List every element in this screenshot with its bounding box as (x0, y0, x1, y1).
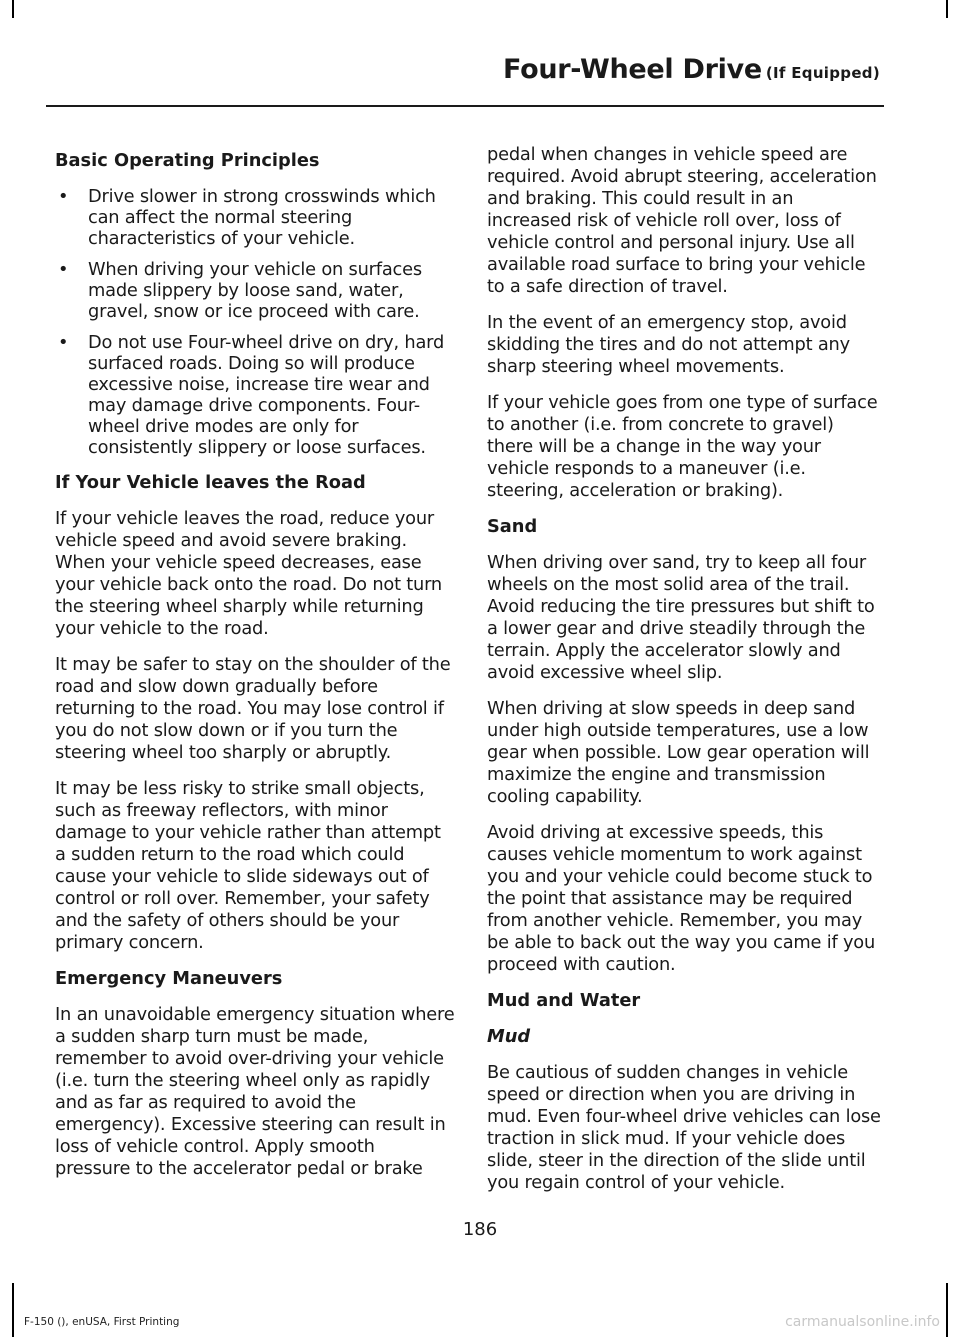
bullet-icon: • (58, 332, 69, 353)
footer-text: F-150 (), enUSA, First Printing (24, 1316, 180, 1328)
paragraph: In an unavoidable emergency situation where a sudden sharp turn must be made, remember to avoid over-driving your vehicle (i.e. turn the steering wheel only as rapidly and as far as required to avoid the emergency). Excessive steering can result in loss of vehicle control. Apply smooth pressure to the accelerator pedal or brake (55, 1004, 455, 1179)
paragraph: In the event of an emergency stop, avoid skidding the tires and do not attempt any sharp steering wheel movements. (487, 312, 850, 377)
paragraph: Avoid driving at excessive speeds, this causes vehicle momentum to work against you and your vehicle could become stuck to the point that assistance may be required from another vehicle. Remember, you may be able to back out the way you came if you proceed with caution. (487, 822, 876, 975)
heading-basic-operating-principles: Basic Operating Principles (55, 150, 320, 171)
right-column (487, 144, 882, 1208)
paragraph: pedal when changes in vehicle speed are required. Avoid abrupt steering, acceleration and braking. This could result in an increased risk of vehicle roll over, loss of vehicle control and personal injury. Use all available road surface to bring your vehicle to a safe direction of travel. (487, 144, 877, 297)
paragraph: It may be less risky to strike small objects, such as freeway reflectors, with minor damage to your vehicle rather than attempt a sudden return to the road which could cause your vehicle to slide sideways out of control or roll over. Remember, your safety and the safety of others should be your primary concern. (55, 778, 441, 953)
list-item: • Do not use Four-wheel drive on dry, hard surfaced roads. Doing so will produce excessive noise, increase tire wear and may damage drive components. Four-wheel drive modes are only for consistently slippery or loose surfaces. (58, 332, 445, 458)
left-column (55, 144, 455, 1194)
paragraph: When driving over sand, try to keep all four wheels on the most solid area of the trail. Avoid reducing the tire pressures but shift to a lower gear and drive steadily through the terrain. Apply the accelerator slowly and avoid excessive wheel slip. (487, 552, 875, 683)
page-number: 186 (462, 1219, 498, 1240)
header-rule (46, 105, 884, 107)
heading-sand: Sand (487, 516, 538, 537)
heading-emergency-maneuvers: Emergency Maneuvers (55, 968, 283, 989)
subheading-mud: Mud (487, 1026, 531, 1047)
crop-mark-bottom-left (12, 1283, 14, 1337)
list-item: • When driving your vehicle on surfaces made slippery by loose sand, water, gravel, snow or ice proceed with care. (58, 259, 422, 322)
paragraph: It may be safer to stay on the shoulder of the road and slow down gradually before returning to the road. You may lose control if you do not slow down or if you turn the steering wheel too sharply or abruptly. (55, 654, 451, 763)
principles-list (55, 186, 455, 458)
paragraph: When driving at slow speeds in deep sand under high outside temperatures, use a low gear when possible. Low gear operation will maximize the engine and transmission cooling capability. (487, 698, 870, 807)
crop-mark-top-right (946, 0, 948, 18)
heading-leaves-road: If Your Vehicle leaves the Road (55, 472, 366, 493)
page-header (0, 54, 880, 85)
page-title: Four-Wheel Drive (503, 54, 762, 85)
paragraph: If your vehicle goes from one type of surface to another (i.e. from concrete to gravel) there will be a change in the way your vehicle responds to a maneuver (i.e. steering, acceleration or braking). (487, 392, 878, 501)
paragraph: If your vehicle leaves the road, reduce your vehicle speed and avoid severe braking. When your vehicle speed decreases, ease your vehicle back onto the road. Do not turn the steering wheel sharply while returning your vehicle to the road. (55, 508, 442, 639)
watermark: carmanualsonline.info (785, 1314, 940, 1330)
page-subtitle: (If Equipped) (765, 64, 880, 82)
bullet-icon: • (58, 259, 69, 280)
list-item: • Drive slower in strong crosswinds which can affect the normal steering characteristics of your vehicle. (58, 186, 436, 249)
crop-mark-bottom-right (946, 1283, 948, 1337)
bullet-icon: • (58, 186, 69, 207)
paragraph: Be cautious of sudden changes in vehicle speed or direction when you are driving in mud. Even four-wheel drive vehicles can lose traction in slick mud. If your vehicle does slide, steer in the direction of the slide until you regain control of your vehicle. (487, 1062, 881, 1193)
heading-mud-and-water: Mud and Water (487, 990, 641, 1011)
crop-mark-top-left (12, 0, 14, 18)
